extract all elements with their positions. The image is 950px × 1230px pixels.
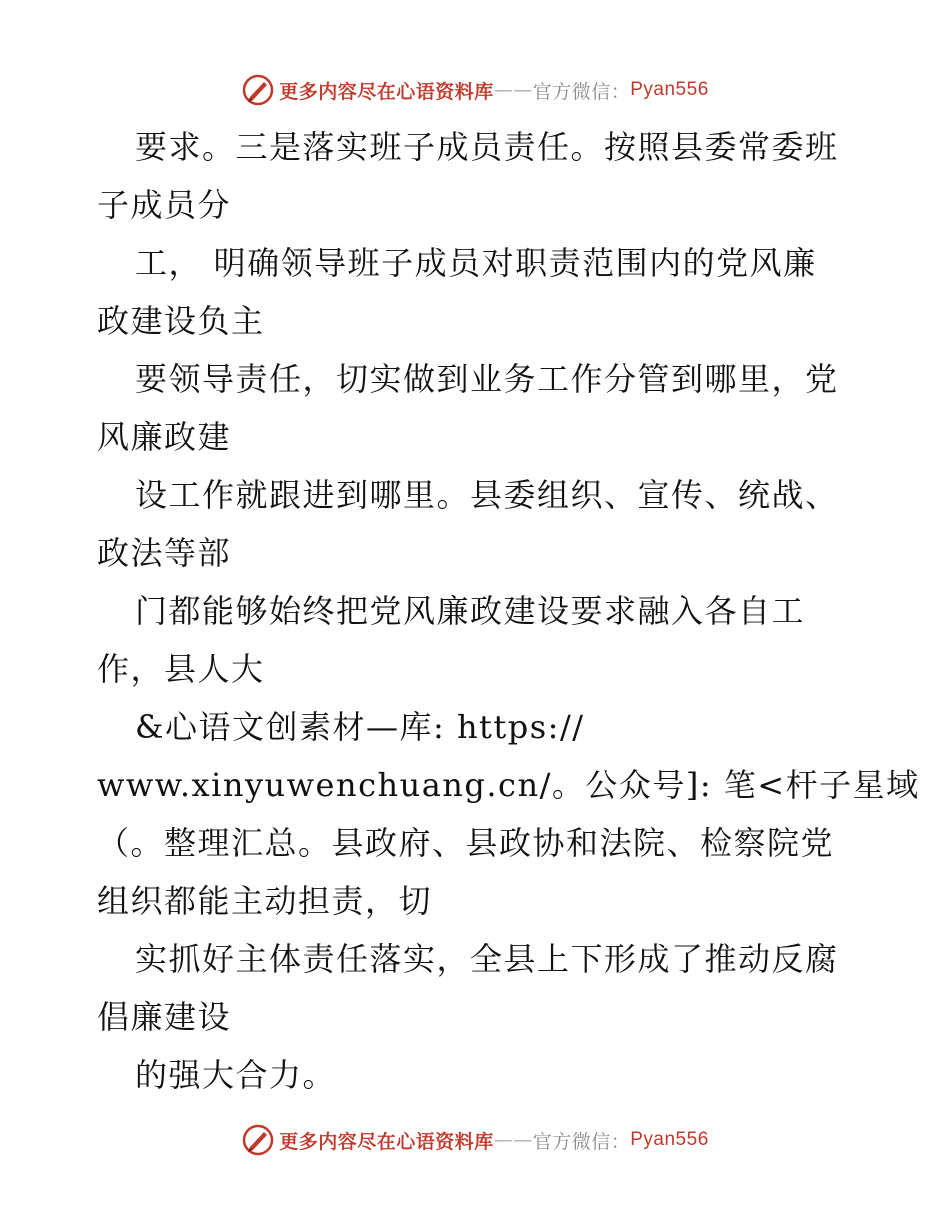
banner-wechat-id: Pyan556 xyxy=(630,79,709,100)
text-line: 的强大合力。 xyxy=(135,1056,337,1094)
text-line: 实抓好主体责任落实，全县上下形成了推动反腐 xyxy=(135,940,839,978)
banner-text: 更多内容尽在心语资料库 xyxy=(279,80,494,103)
text-line: 工， 明确领导班子成员对职责范围内的党风廉 xyxy=(135,244,817,282)
text-line: 子成员分 xyxy=(97,186,232,224)
text-line: 政法等部 xyxy=(97,534,232,572)
text-line: 作，县人大 xyxy=(97,650,265,688)
banner-dash: —— xyxy=(493,79,533,101)
logo-icon xyxy=(241,73,275,107)
text-line: 设工作就跟进到哪里。县委组织、宣传、统战、 xyxy=(135,476,839,514)
text-line: 政建设负主 xyxy=(97,302,265,340)
banner-dash: —— xyxy=(493,1129,533,1151)
header-banner xyxy=(0,70,950,110)
text-line: 倡廉建设 xyxy=(97,998,232,1036)
banner-text: 更多内容尽在心语资料库 xyxy=(279,1130,494,1153)
text-line: 组织都能主动担责，切 xyxy=(97,882,433,920)
text-line: 风廉政建 xyxy=(97,418,232,456)
text-line: 要求。三是落实班子成员责任。按照县委常委班 xyxy=(135,128,839,166)
logo-icon xyxy=(241,1123,275,1157)
banner-wechat-id: Pyan556 xyxy=(630,1129,709,1150)
text-line: （。整理汇总。县政府、县政协和法院、检察院党 xyxy=(97,824,835,862)
document-body xyxy=(97,118,920,1104)
text-line: www.xinyuwenchuang.cn/。公众号]: 笔<杆子星域 xyxy=(97,766,920,804)
banner-wechat-label: 官方微信： xyxy=(532,1130,631,1153)
text-line: 要领导责任，切实做到业务工作分管到哪里，党 xyxy=(135,360,839,398)
banner-wechat-label: 官方微信： xyxy=(532,80,631,103)
footer-banner xyxy=(0,1120,950,1160)
text-line: 门都能够始终把党风廉政建设要求融入各自工 xyxy=(135,592,806,630)
text-line: &心语文创素材—库: https:// xyxy=(135,708,585,746)
